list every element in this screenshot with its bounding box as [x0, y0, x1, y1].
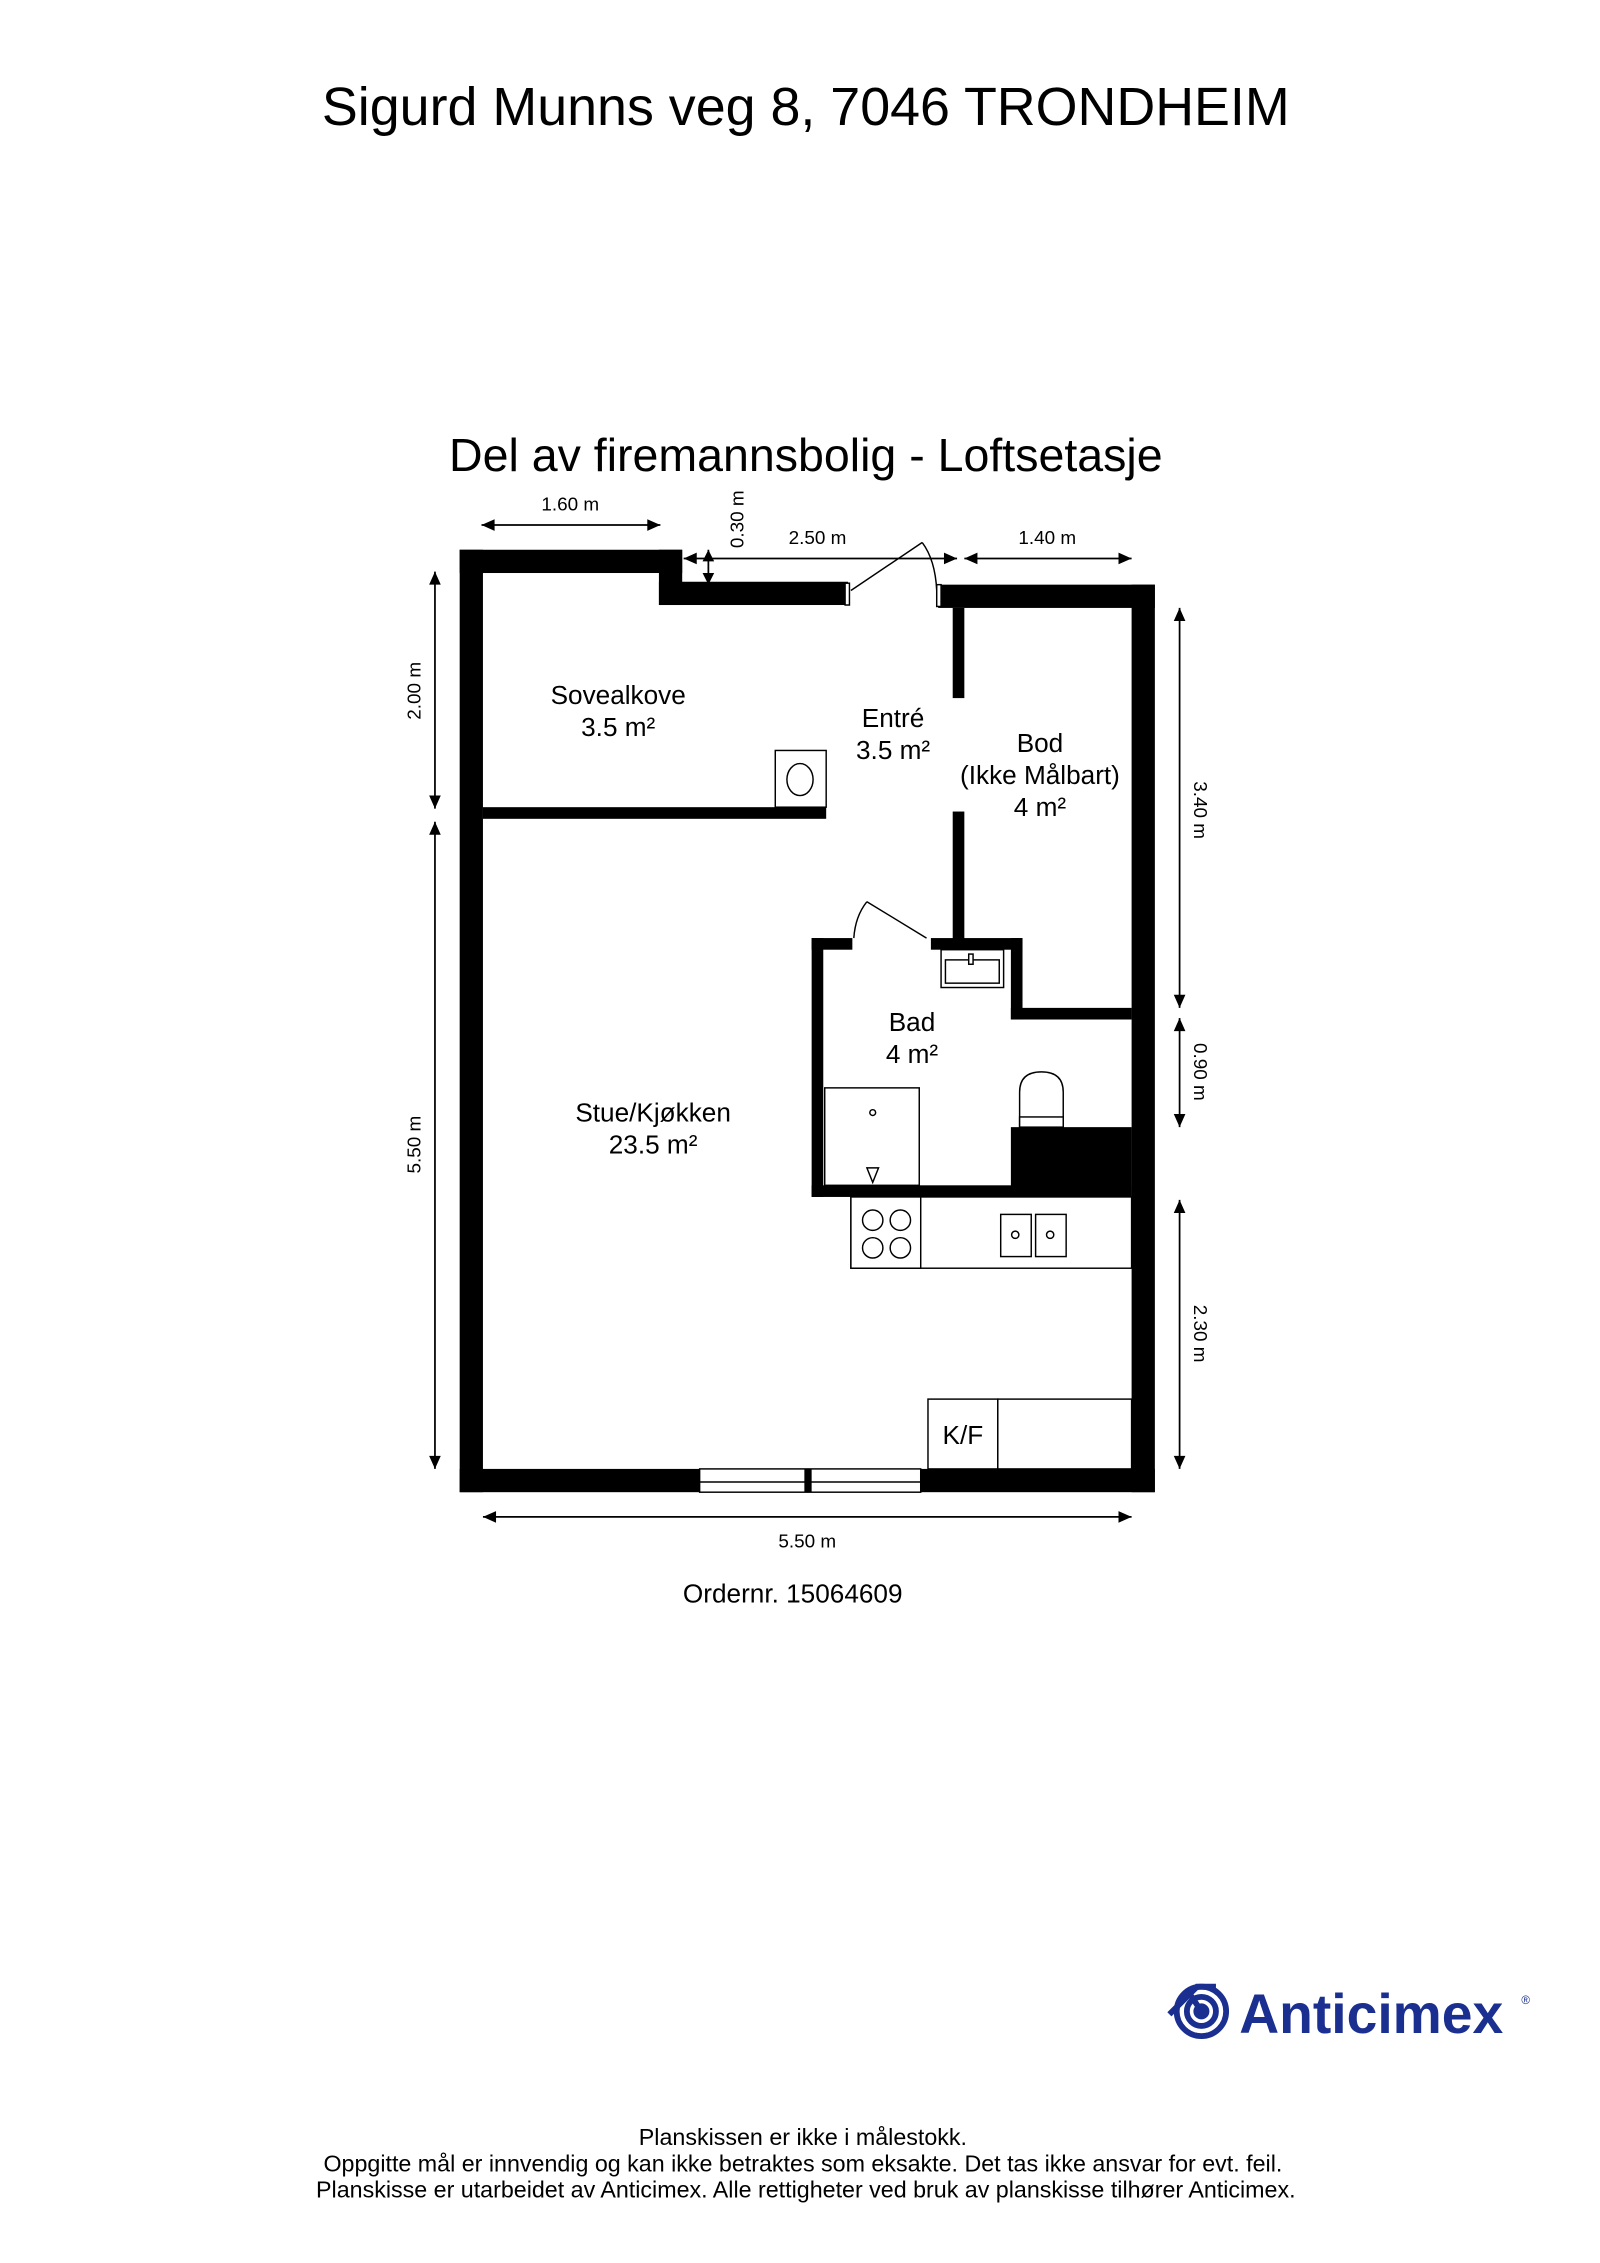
- washing-machine: [775, 750, 826, 807]
- dim-top-right: 1.40 m: [1018, 527, 1077, 549]
- room-bod-note: (Ikke Målbart): [960, 759, 1120, 790]
- room-stue-kjokken-area: 23.5 m²: [608, 1129, 698, 1160]
- plan-title: Del av firemannsbolig - Loftsetasje: [449, 429, 1163, 482]
- dim-left-upper: 2.00 m: [404, 661, 426, 720]
- anticimex-logo: [1169, 1983, 1530, 2045]
- fridge-unit: [928, 1399, 1132, 1469]
- dim-top-left: 1.60 m: [541, 494, 600, 516]
- entrance-door: [845, 542, 941, 606]
- room-bad-area: 4 m²: [885, 1039, 939, 1070]
- bathroom-sink: [941, 950, 1004, 988]
- dim-bottom: 5.50 m: [778, 1531, 837, 1553]
- anticimex-logo-text: Anticimex: [1239, 1983, 1504, 2046]
- order-number: Ordernr. 15064609: [682, 1578, 903, 1609]
- disclaimer: [316, 2124, 1296, 2202]
- room-bod: Bod: [1016, 727, 1064, 758]
- bathroom-door: [854, 902, 927, 938]
- anticimex-logo-icon: [1169, 1987, 1226, 2036]
- dim-right-middle: 0.90 m: [1189, 1042, 1211, 1101]
- dim-right-lower: 2.30 m: [1189, 1304, 1211, 1363]
- kitchen-counter: [851, 1197, 1132, 1268]
- room-entre-area: 3.5 m²: [856, 735, 931, 766]
- dimensions: [404, 490, 1210, 1552]
- room-bad: Bad: [888, 1007, 936, 1038]
- room-stue-kjokken: Stue/Kjøkken: [575, 1097, 731, 1128]
- room-sovealkove: Sovealkove: [550, 679, 686, 710]
- shower: [825, 1088, 920, 1185]
- fridge-label: K/F: [942, 1420, 984, 1451]
- room-entre: Entré: [861, 703, 925, 734]
- registered-mark: ®: [1521, 1994, 1530, 2008]
- toilet: [1020, 1072, 1064, 1127]
- disclaimer-line-2: Oppgitte mål er innvendig og kan ikke betraktes som eksakte. Det tas ikke ansvar for evt. feil.: [323, 2150, 1283, 2177]
- room-bod-area: 4 m²: [1013, 791, 1067, 822]
- room-sovealkove-area: 3.5 m²: [581, 711, 656, 742]
- address-title: Sigurd Munns veg 8, 7046 TRONDHEIM: [321, 77, 1290, 138]
- dim-right-upper: 3.40 m: [1189, 781, 1211, 839]
- disclaimer-line-3: Planskisse er utarbeidet av Anticimex. Alle rettigheter ved bruk av planskisse tilhører Anticimex.: [316, 2176, 1296, 2203]
- dim-left-lower: 5.50 m: [404, 1115, 426, 1174]
- disclaimer-line-1: Planskissen er ikke i målestokk.: [638, 2124, 968, 2151]
- window: [700, 1469, 921, 1492]
- dim-notch: 0.30 m: [727, 490, 749, 549]
- dim-top-middle: 2.50 m: [788, 527, 847, 549]
